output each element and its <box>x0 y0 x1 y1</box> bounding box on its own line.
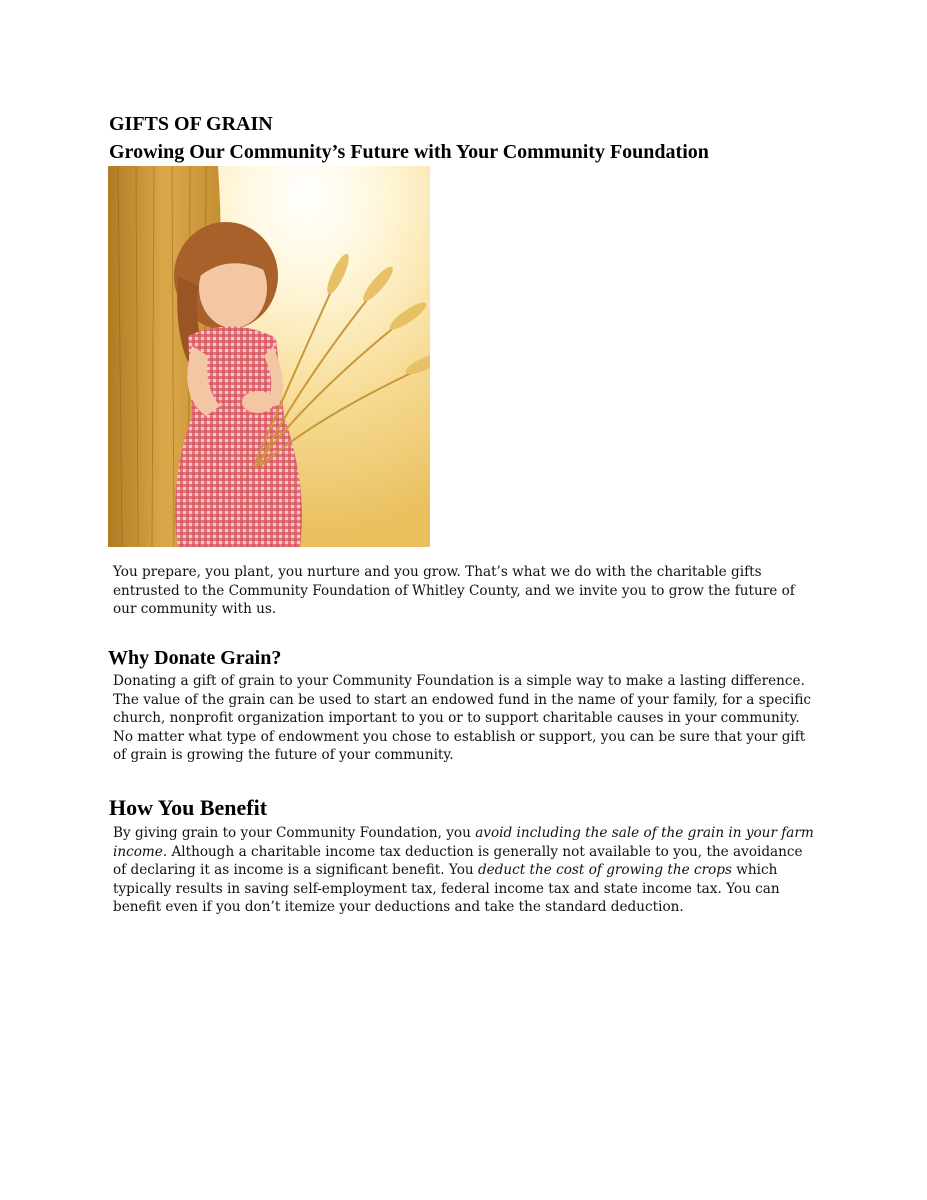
benefit-text-3: which typically results in saving self-employment tax, federal income tax and state income tax. You can benefit even if you don’t itemize your deductions and take the standard deduction. <box>113 862 780 915</box>
why-donate-heading: Why Donate Grain? <box>108 647 282 669</box>
page-title: GIFTS OF GRAIN <box>109 113 273 135</box>
how-you-benefit-paragraph <box>113 824 818 917</box>
benefit-italic-2: deduct the cost of growing the crops <box>477 862 732 878</box>
intro-paragraph: You prepare, you plant, you nurture and you grow. That’s what we do with the charitable gifts entrusted to the Community Foundation of Whitley County, and we invite you to grow the future of our community with us. <box>113 564 795 617</box>
girl-with-wheat-photo <box>108 166 430 547</box>
why-donate-paragraph: Donating a gift of grain to your Community Foundation is a simple way to make a lasting difference. The value of the grain can be used to start an endowed fund in the name of your family, for a specific church, nonprofit organization important to you or to support charitable causes in your community. No matter what type of endowment you chose to establish or support, you can be sure that your gift of grain is growing the future of your community. <box>113 673 812 763</box>
how-you-benefit-heading: How You Benefit <box>109 795 268 820</box>
page-subtitle: Growing Our Community’s Future with Your Community Foundation <box>109 141 709 163</box>
benefit-text-2: Although a charitable income tax deduction is generally not available to you, the avoidance of declaring it as income is a significant benefit. You <box>113 843 803 878</box>
benefit-italic-1: avoid including the sale of the grain in your farm income. <box>113 825 814 860</box>
benefit-text-1: By giving grain to your Community Foundation, you <box>113 825 476 841</box>
